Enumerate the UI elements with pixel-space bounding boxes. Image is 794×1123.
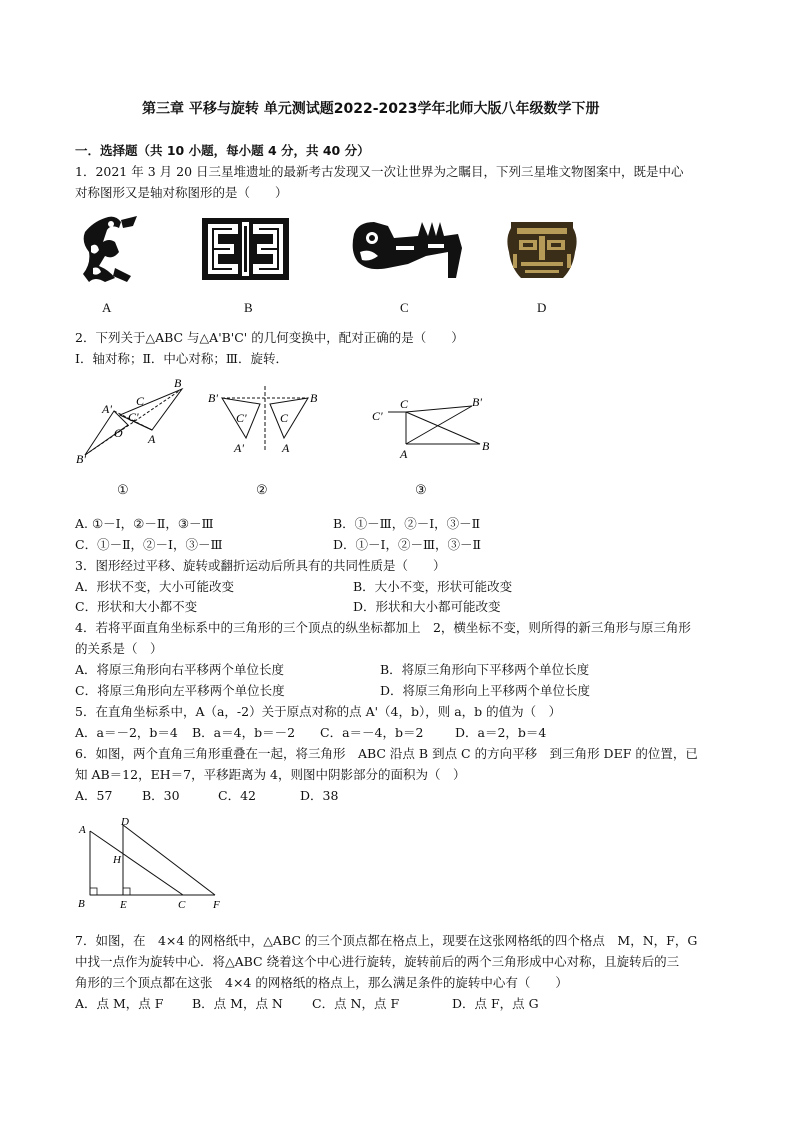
artifact-mask-image: [503, 218, 581, 284]
q1-label-a: A: [102, 300, 112, 315]
q7-text-line3: 角形的三个顶点都在这张 4×4 的网格纸的格点上，那么满足条件的旋转中心有（ ）: [75, 975, 568, 990]
point-label: A': [234, 441, 244, 455]
q1-text-line2: 对称图形又是轴对称图形的是（ ）: [75, 185, 288, 200]
q6-text-line1: 6．如图，两个直角三角形重叠在一起，将三角形 ABC 沿点 B 到点 C 的方向平移 到三角形 DEF 的位置，已: [75, 746, 698, 761]
q2-figure-1: [70, 375, 200, 470]
q6-option-b: B．30: [142, 788, 180, 803]
q3-option-d: D．形状和大小都可能改变: [353, 599, 501, 614]
q4-option-d: D．将原三角形向上平移两个单位长度: [380, 683, 591, 698]
point-label: C: [178, 899, 186, 911]
q2-figure-3: [368, 392, 498, 464]
point-label: B': [76, 452, 86, 466]
q2-fig-label-3: ③: [415, 482, 427, 497]
q7-text-line2: 中找一点作为旋转中心．将△ABC 绕着这个中心进行旋转，旋转前后的两个三角形成中心对称，且旋转后的三: [75, 954, 680, 969]
q2-option-c: C．①－Ⅱ，②－Ⅰ，③－Ⅲ: [75, 537, 223, 552]
point-label: B': [208, 391, 218, 405]
q6-option-a: A．57: [75, 788, 113, 803]
artifact-bird-image: [75, 212, 147, 287]
q5-option-c: C．a＝－4，b＝2: [320, 725, 424, 740]
q3-text: 3．图形经过平移、旋转或翻折运动后所具有的共同性质是（ ）: [75, 558, 446, 573]
q5-option-a: A．a＝－2，b＝4: [75, 725, 178, 740]
q2-fig-label-2: ②: [256, 482, 268, 497]
q2-option-a: A. ①－Ⅰ，②－Ⅱ，③－Ⅲ: [75, 516, 214, 531]
q5-option-b: B．a＝4，b＝－2: [192, 725, 296, 740]
q5-option-d: D．a＝2，b＝4: [455, 725, 547, 740]
q4-option-a: A．将原三角形向右平移两个单位长度: [75, 662, 285, 677]
q1-label-c: C: [400, 300, 409, 315]
q7-option-b: B．点 M，点 N: [192, 996, 283, 1011]
point-label: A: [79, 824, 86, 836]
point-label: A': [102, 402, 112, 416]
q2-option-b: B．①－Ⅲ，②－Ⅰ，③－Ⅱ: [333, 516, 481, 531]
section-heading: 一．选择题（共 10 小题，每小题 4 分，共 40 分）: [75, 143, 370, 158]
q3-option-c: C．形状和大小都不变: [75, 599, 198, 614]
q1-text-line1: 1．2021 年 3 月 20 日三星堆遗址的最新考古发现又一次让世界为之瞩目，下列三星堆文物图案中，既是中心: [75, 164, 684, 179]
q6-text-line2: 知 AB＝12，EH＝7，平移距离为 4，则图中阴影部分的面积为（ ）: [75, 767, 466, 782]
q1-label-d: D: [537, 300, 547, 315]
point-label: B: [78, 898, 85, 910]
point-label: B': [472, 395, 482, 409]
q7-option-d: D．点 F，点 G: [452, 996, 539, 1011]
point-label: C': [128, 410, 139, 424]
q3-option-b: B．大小不变，形状可能改变: [353, 579, 513, 594]
q3-option-a: A．形状不变，大小可能改变: [75, 579, 235, 594]
point-label: H: [113, 854, 121, 866]
point-label: B: [310, 391, 318, 405]
point-label: A: [148, 432, 156, 446]
q4-option-b: B．将原三角形向下平移两个单位长度: [380, 662, 590, 677]
q4-text-line2: 的关系是（ ）: [75, 641, 163, 656]
point-label: D: [121, 816, 129, 828]
point-label: C': [372, 409, 383, 423]
artifact-dragon-image: [348, 216, 468, 282]
q4-text-line1: 4．若将平面直角坐标系中的三角形的三个顶点的纵坐标都加上 2，横坐标不变，则所得的新三角形与原三角形: [75, 620, 691, 635]
q6-figure: [75, 815, 225, 915]
q5-text: 5．在直角坐标系中，A（a，-2）关于原点对称的点 A'（4，b），则 a，b 的值为（ ）: [75, 704, 562, 719]
page-title: 第三章 平移与旋转 单元测试题2022-2023学年北师大版八年级数学下册: [142, 101, 600, 117]
q6-option-c: C．42: [218, 788, 256, 803]
point-label: F: [213, 899, 220, 911]
point-label: O: [114, 426, 123, 440]
q2-text-line1: 2．下列关于△ABC 与△A'B'C' 的几何变换中，配对正确的是（ ）: [75, 330, 464, 345]
point-label: C: [400, 397, 409, 411]
q7-option-c: C．点 N，点 F: [312, 996, 400, 1011]
point-label: C': [236, 411, 247, 425]
point-label: A: [400, 447, 408, 461]
q4-option-c: C．将原三角形向左平移两个单位长度: [75, 683, 285, 698]
q7-text-line1: 7．如图，在 4×4 的网格纸中，△ABC 的三个顶点都在格点上，现要在这张网格纸的四个格点 M，N，F，G: [75, 933, 698, 948]
point-label: B: [174, 376, 182, 390]
q2-figure-2: [200, 382, 330, 462]
artifact-pattern-b-image: [198, 214, 293, 284]
point-label: C: [136, 394, 145, 408]
point-label: A: [282, 441, 290, 455]
q7-option-a: A．点 M，点 F: [75, 996, 164, 1011]
point-label: C: [280, 411, 289, 425]
point-label: B: [482, 439, 490, 453]
q2-fig-label-1: ①: [117, 482, 129, 497]
q2-text-line2: Ⅰ．轴对称；Ⅱ．中心对称；Ⅲ．旋转．: [75, 351, 288, 366]
q6-option-d: D．38: [300, 788, 339, 803]
q1-label-b: B: [244, 300, 253, 315]
q2-option-d: D．①－Ⅰ，②－Ⅲ，③－Ⅱ: [333, 537, 482, 552]
point-label: E: [120, 899, 127, 911]
